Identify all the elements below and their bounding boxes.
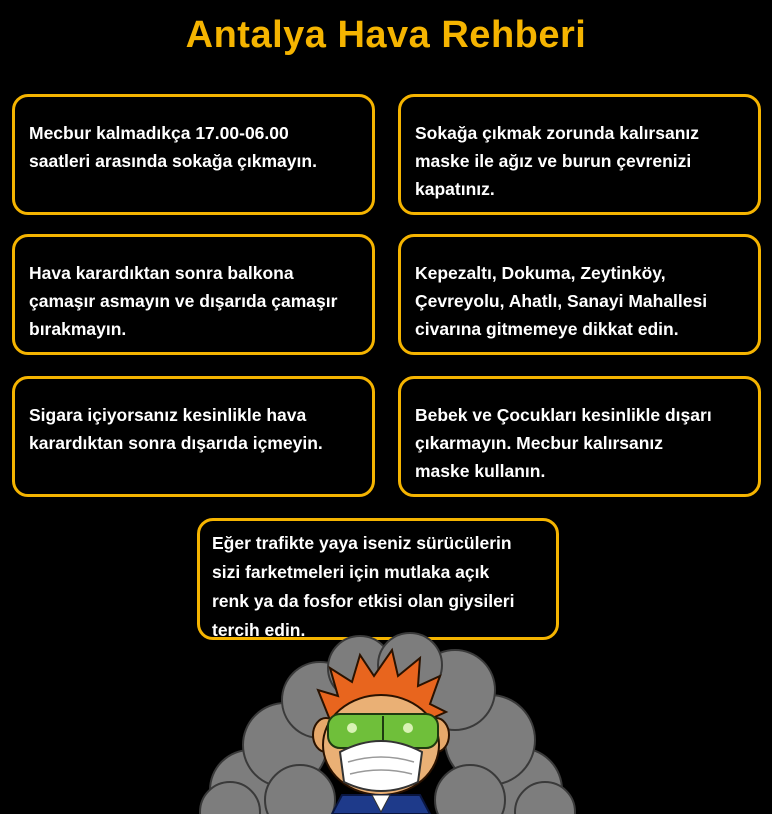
tip-card-children: Bebek ve Çocukları kesinlikle dışarı çıkarmayın. Mecbur kalırsanız maske kullanın. (398, 376, 761, 497)
tip-card-traffic: Eğer trafikte yaya iseniz sürücülerin sizi farketmeleri için mutlaka açık renk ya da fosfor etkisi olan giysileri tercih edin. (197, 518, 559, 640)
tip-card-smoking: Sigara içiyorsanız kesinlikle hava karardıktan sonra dışarıda içmeyin. (12, 376, 375, 497)
face-mask (340, 741, 422, 791)
tip-card-mask: Sokağa çıkmak zorunda kalırsanız maske ile ağız ve burun çevrenizi kapatınız. (398, 94, 761, 215)
page-title: Antalya Hava Rehberi (185, 14, 587, 56)
tip-card-curfew: Mecbur kalmadıkça 17.00-06.00 saatleri arasında sokağa çıkmayın. (12, 94, 375, 215)
tip-card-laundry: Hava karardıktan sonra balkona çamaşır asmayın ve dışarıda çamaşır bırakmayın. (12, 234, 375, 355)
tip-card-districts: Kepezaltı, Dokuma, Zeytinköy, Çevreyolu, Ahatlı, Sanayi Mahallesi civarına gitmemeye dikkat edin. (398, 234, 761, 355)
